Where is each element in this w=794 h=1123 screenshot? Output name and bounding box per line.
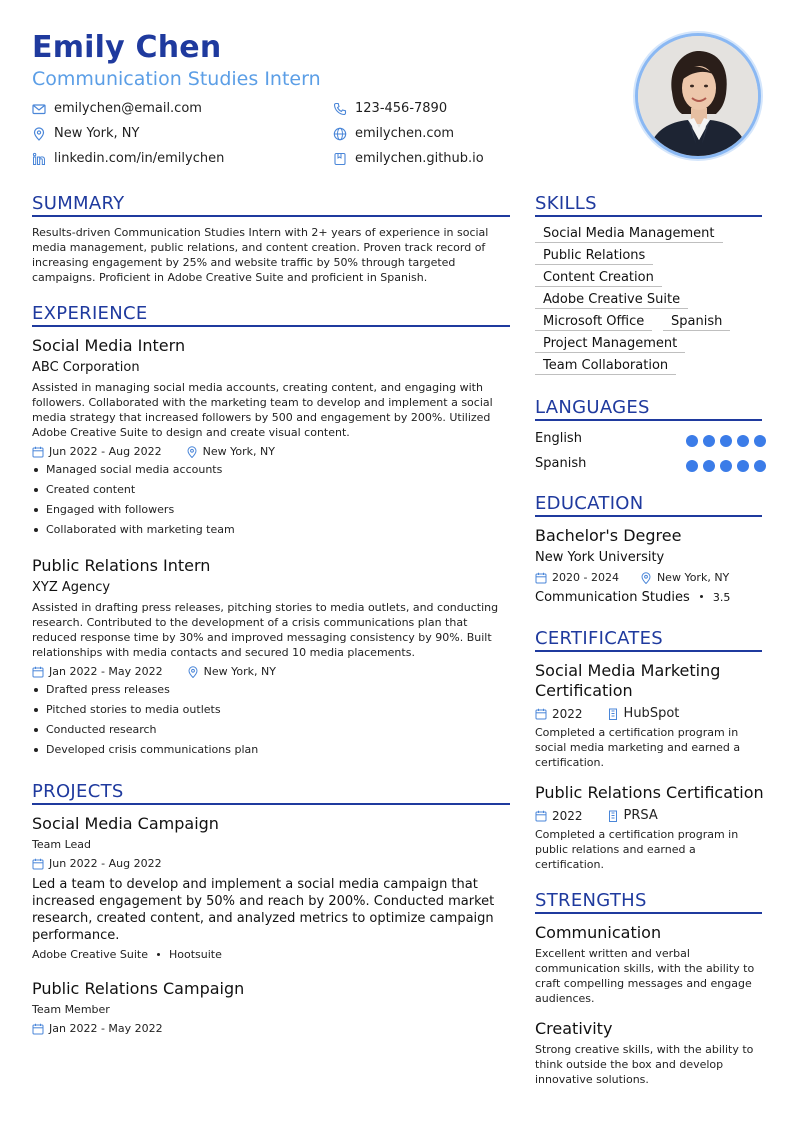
project-tools: Adobe Creative Suite Hootsuite	[32, 948, 222, 961]
skill-tag: Project Management	[535, 336, 685, 353]
certificates-divider	[535, 650, 762, 652]
building-icon	[607, 708, 619, 720]
job-title: Public Relations Intern	[32, 556, 211, 575]
certificate-issuer: PRSA	[623, 808, 658, 823]
projects-heading: PROJECTS	[32, 781, 124, 802]
level-dot	[754, 460, 766, 472]
map-pin-icon	[32, 127, 46, 141]
certificate-meta	[535, 808, 658, 823]
skills-heading: SKILLS	[535, 193, 597, 214]
job-company: ABC Corporation	[32, 360, 140, 375]
education-divider	[535, 515, 762, 517]
education-field: Communication Studies 3.5	[535, 590, 731, 605]
level-dot	[754, 435, 766, 447]
skill-tag: Team Collaboration	[535, 358, 676, 375]
envelope-icon	[32, 102, 46, 116]
contact-linkedin[interactable]	[32, 151, 224, 166]
experience-divider	[32, 325, 510, 327]
job-description: Assisted in managing social media accounts, creating content, and engaging with followers. Collaborated with the marketing team to develop and implement a social media strategy that increased followers by 500 and engagement by 200%. Utilized Adobe Creative Suite to design and create visual content.	[32, 381, 493, 439]
calendar-icon	[535, 572, 547, 584]
certificate-year: 2022	[552, 808, 583, 823]
summary-divider	[32, 215, 510, 217]
strength-title: Creativity	[535, 1019, 613, 1038]
contact-portfolio[interactable]	[333, 151, 484, 166]
level-dot	[737, 435, 749, 447]
email-text: emilychen@email.com	[54, 101, 202, 116]
education-location: New York, NY	[656, 571, 730, 584]
level-dot	[720, 435, 732, 447]
certificate-meta	[535, 706, 679, 721]
experience-heading: EXPERIENCE	[32, 303, 148, 324]
level-dot	[686, 435, 698, 447]
calendar-icon	[535, 810, 547, 822]
job-bullet: Developed crisis communications plan	[32, 743, 258, 756]
job-bullet: Engaged with followers	[32, 503, 174, 516]
summary-text: Results-driven Communication Studies Intern with 2+ years of experience in social media management, public relations, and content creation. Proven track record of increasing engagement by 25% and website traffic by 50% through targeted campaigns. Proficient in Adobe Creative Suite and proficient in Spanish.	[32, 226, 489, 284]
strength-title: Communication	[535, 923, 662, 942]
strengths-heading: STRENGTHS	[535, 890, 647, 911]
project-dates: Jan 2022 - May 2022	[49, 1022, 163, 1035]
portfolio-text: emilychen.github.io	[355, 151, 484, 166]
calendar-icon	[32, 446, 44, 458]
project-title: Public Relations Campaign	[32, 979, 245, 998]
job-location: New York, NY	[203, 665, 276, 678]
projects-divider	[32, 803, 510, 805]
strengths-divider	[535, 912, 762, 914]
language-name: Spanish	[535, 456, 587, 471]
linkedin-text: linkedin.com/in/emilychen	[54, 151, 225, 166]
map-pin-icon	[186, 446, 198, 458]
certificate-description: Completed a certification program in social media marketing and earned a certification.	[535, 726, 741, 769]
profile-photo	[635, 33, 761, 159]
language-level	[686, 435, 766, 447]
building-icon	[607, 810, 619, 822]
skill-tag: Content Creation	[535, 270, 662, 287]
project-role: Team Lead	[32, 838, 91, 851]
skill-tag: Social Media Management	[535, 226, 723, 243]
certificates-heading: CERTIFICATES	[535, 628, 663, 649]
job-dates: Jun 2022 - Aug 2022	[49, 445, 162, 458]
job-bullet: Created content	[32, 483, 135, 496]
languages-divider	[535, 419, 762, 421]
job-description: Assisted in drafting press releases, pitching stories to media outlets, and conducting research. Contributed to the development of a crisis communications plan that reduced response time by 30% and improved messaging consistency by 90%. Built relationships with media contacts and secured 10 media placements.	[32, 601, 499, 659]
job-meta	[32, 445, 275, 458]
calendar-icon	[32, 858, 44, 870]
calendar-icon	[32, 1023, 44, 1035]
phone-text: 123-456-7890	[355, 101, 448, 116]
language-level	[686, 460, 766, 472]
education-heading: EDUCATION	[535, 493, 644, 514]
level-dot	[686, 460, 698, 472]
job-bullet: Managed social media accounts	[32, 463, 222, 476]
contact-website[interactable]	[333, 126, 454, 141]
map-pin-icon	[640, 572, 652, 584]
skill-tag: Adobe Creative Suite	[535, 292, 688, 309]
skill-tag: Microsoft Office	[535, 314, 652, 331]
level-dot	[737, 460, 749, 472]
summary-heading: SUMMARY	[32, 193, 125, 214]
project-role: Team Member	[32, 1003, 110, 1016]
contact-phone[interactable]	[333, 101, 447, 116]
project-meta	[32, 1022, 163, 1035]
skill-tag: Public Relations	[535, 248, 653, 265]
calendar-icon	[535, 708, 547, 720]
languages-heading: LANGUAGES	[535, 397, 650, 418]
job-bullet: Conducted research	[32, 723, 157, 736]
website-text: emilychen.com	[355, 126, 455, 141]
job-bullet: Collaborated with marketing team	[32, 523, 235, 536]
linkedin-icon	[32, 152, 46, 166]
strength-description: Excellent written and verbal communication skills, with the ability to craft compelling messages and engage audiences.	[535, 947, 755, 1005]
location-text: New York, NY	[54, 126, 140, 141]
job-company: XYZ Agency	[32, 580, 111, 595]
job-meta	[32, 665, 276, 678]
education-dates: 2020 - 2024	[552, 571, 619, 584]
phone-icon	[333, 102, 347, 116]
certificate-year: 2022	[552, 706, 583, 721]
level-dot	[703, 435, 715, 447]
level-dot	[720, 460, 732, 472]
globe-icon	[333, 127, 347, 141]
level-dot	[703, 460, 715, 472]
job-bullet: Pitched stories to media outlets	[32, 703, 221, 716]
job-dates: Jan 2022 - May 2022	[49, 665, 163, 678]
language-name: English	[535, 431, 582, 446]
candidate-name: Emily Chen	[32, 30, 222, 65]
skills-divider	[535, 215, 762, 217]
job-title: Social Media Intern	[32, 336, 186, 355]
project-meta	[32, 857, 162, 870]
education-meta	[535, 571, 729, 584]
degree-title: Bachelor's Degree	[535, 526, 682, 545]
project-description: Led a team to develop and implement a social media campaign that increased engagement by 50% and reach by 200%. Conducted market research, created content, and analyzed metrics to optimize campaign performance.	[32, 877, 495, 943]
map-pin-icon	[187, 666, 199, 678]
candidate-role: Communication Studies Intern	[32, 68, 321, 90]
contact-location	[32, 126, 139, 141]
project-dates: Jun 2022 - Aug 2022	[49, 857, 162, 870]
certificate-description: Completed a certification program in public relations and earned a certification.	[535, 828, 739, 871]
project-title: Social Media Campaign	[32, 814, 219, 833]
school-name: New York University	[535, 550, 665, 565]
certificate-issuer: HubSpot	[623, 706, 680, 721]
job-location: New York, NY	[202, 445, 275, 458]
certificate-title: Public Relations Certification	[535, 783, 764, 802]
contact-email[interactable]	[32, 101, 202, 116]
job-bullet: Drafted press releases	[32, 683, 170, 696]
document-icon	[333, 152, 347, 166]
calendar-icon	[32, 666, 44, 678]
strength-description: Strong creative skills, with the ability to think outside the box and develop innovative solutions.	[535, 1043, 754, 1086]
certificate-title: Social Media Marketing Certification	[535, 661, 721, 700]
skill-tag: Spanish	[663, 314, 730, 331]
